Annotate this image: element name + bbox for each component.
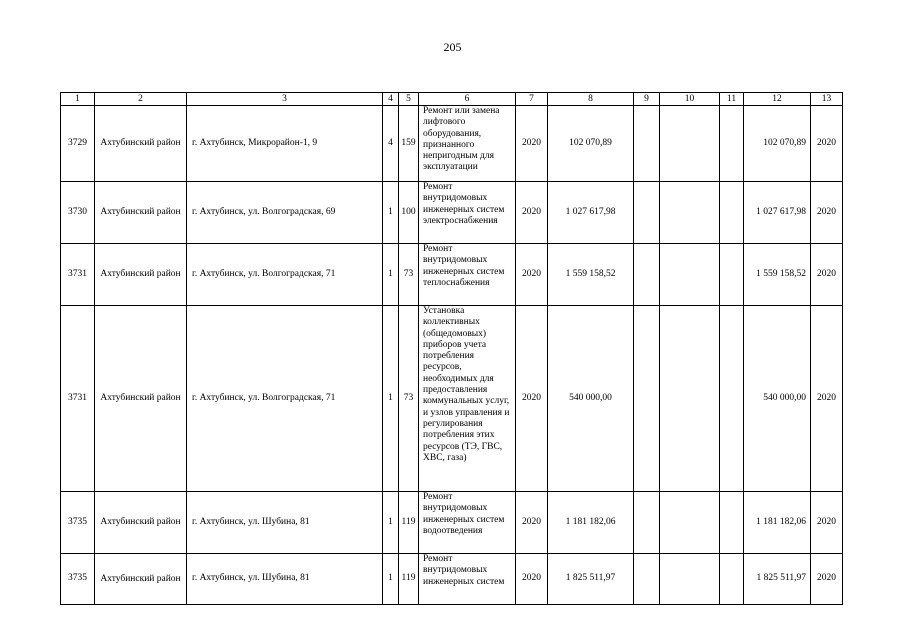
col9-cell xyxy=(634,106,660,182)
record-number: 3735 xyxy=(61,554,95,605)
column-header: 11 xyxy=(720,93,744,106)
completion-year-cell: 2020 xyxy=(811,106,843,182)
address-cell: г. Ахтубинск, ул. Шубина, 81 xyxy=(187,492,383,554)
col10-cell xyxy=(660,306,720,492)
column-header: 3 xyxy=(187,93,383,106)
record-number: 3731 xyxy=(61,306,95,492)
table-row xyxy=(61,554,843,605)
table-row xyxy=(61,244,843,306)
table-row xyxy=(61,106,843,182)
cost-cell: 540 000,00 xyxy=(548,306,634,492)
col5-cell: 119 xyxy=(399,492,419,554)
col11-cell xyxy=(720,244,744,306)
district-cell: Ахтубинский район xyxy=(95,244,187,306)
col10-cell xyxy=(660,554,720,605)
col11-cell xyxy=(720,182,744,244)
column-header: 5 xyxy=(399,93,419,106)
year-cell: 2020 xyxy=(516,492,548,554)
column-header: 9 xyxy=(634,93,660,106)
col11-cell xyxy=(720,554,744,605)
completion-year-cell: 2020 xyxy=(811,182,843,244)
column-number-row xyxy=(61,93,843,106)
total-cost-cell: 540 000,00 xyxy=(744,306,811,492)
col11-cell xyxy=(720,106,744,182)
col9-cell xyxy=(634,306,660,492)
district-cell: Ахтубинский район xyxy=(95,492,187,554)
year-cell: 2020 xyxy=(516,106,548,182)
total-cost-cell: 1 825 511,97 xyxy=(744,554,811,605)
work-type-cell: Ремонт внутридомовых инженерных систем теплоснабжения xyxy=(419,244,516,306)
work-type-cell: Ремонт внутридомовых инженерных систем xyxy=(419,554,516,605)
district-cell: Ахтубинский район xyxy=(95,554,187,605)
column-header: 8 xyxy=(548,93,634,106)
year-cell: 2020 xyxy=(516,244,548,306)
col11-cell xyxy=(720,492,744,554)
address-cell: г. Ахтубинск, ул. Волгоградская, 71 xyxy=(187,306,383,492)
district-cell: Ахтубинский район xyxy=(95,106,187,182)
page-number: 205 xyxy=(443,40,462,54)
col5-cell: 159 xyxy=(399,106,419,182)
column-header: 2 xyxy=(95,93,187,106)
address-cell: г. Ахтубинск, ул. Волгоградская, 71 xyxy=(187,244,383,306)
col5-cell: 73 xyxy=(399,306,419,492)
total-cost-cell: 1 027 617,98 xyxy=(744,182,811,244)
col4-cell: 4 xyxy=(383,106,399,182)
address-cell: г. Ахтубинск, Микрорайон-1, 9 xyxy=(187,106,383,182)
col4-cell: 1 xyxy=(383,182,399,244)
col4-cell: 1 xyxy=(383,244,399,306)
col9-cell xyxy=(634,244,660,306)
column-header: 12 xyxy=(744,93,811,106)
column-header: 13 xyxy=(811,93,843,106)
column-header: 6 xyxy=(419,93,516,106)
column-header: 10 xyxy=(660,93,720,106)
cost-cell: 1 027 617,98 xyxy=(548,182,634,244)
district-cell: Ахтубинский район xyxy=(95,306,187,492)
col4-cell: 1 xyxy=(383,306,399,492)
completion-year-cell: 2020 xyxy=(811,554,843,605)
cost-cell: 1 559 158,52 xyxy=(548,244,634,306)
table-row xyxy=(61,182,843,244)
record-number: 3731 xyxy=(61,244,95,306)
work-type-cell: Ремонт внутридомовых инженерных систем электроснабжения xyxy=(419,182,516,244)
col10-cell xyxy=(660,182,720,244)
year-cell: 2020 xyxy=(516,182,548,244)
cost-cell: 1 181 182,06 xyxy=(548,492,634,554)
address-cell: г. Ахтубинск, ул. Волгоградская, 69 xyxy=(187,182,383,244)
table-row xyxy=(61,492,843,554)
col10-cell xyxy=(660,244,720,306)
address-cell: г. Ахтубинск, ул. Шубина, 81 xyxy=(187,554,383,605)
col9-cell xyxy=(634,182,660,244)
table-row xyxy=(61,306,843,492)
district-cell: Ахтубинский район xyxy=(95,182,187,244)
col5-cell: 73 xyxy=(399,244,419,306)
col10-cell xyxy=(660,106,720,182)
col5-cell: 100 xyxy=(399,182,419,244)
record-number: 3730 xyxy=(61,182,95,244)
cost-cell: 102 070,89 xyxy=(548,106,634,182)
cost-cell: 1 825 511,97 xyxy=(548,554,634,605)
year-cell: 2020 xyxy=(516,306,548,492)
total-cost-cell: 102 070,89 xyxy=(744,106,811,182)
completion-year-cell: 2020 xyxy=(811,492,843,554)
total-cost-cell: 1 181 182,06 xyxy=(744,492,811,554)
completion-year-cell: 2020 xyxy=(811,306,843,492)
record-number: 3735 xyxy=(61,492,95,554)
col11-cell xyxy=(720,306,744,492)
completion-year-cell: 2020 xyxy=(811,244,843,306)
year-cell: 2020 xyxy=(516,554,548,605)
repair-program-table xyxy=(60,92,843,605)
col9-cell xyxy=(634,554,660,605)
col4-cell: 1 xyxy=(383,492,399,554)
col10-cell xyxy=(660,492,720,554)
total-cost-cell: 1 559 158,52 xyxy=(744,244,811,306)
work-type-cell: Ремонт или замена лифтового оборудования, признанного непригодным для эксплуатации xyxy=(419,106,516,182)
col5-cell: 119 xyxy=(399,554,419,605)
column-header: 7 xyxy=(516,93,548,106)
work-type-cell: Ремонт внутридомовых инженерных систем водоотведения xyxy=(419,492,516,554)
col4-cell: 1 xyxy=(383,554,399,605)
column-header: 1 xyxy=(61,93,95,106)
column-header: 4 xyxy=(383,93,399,106)
col9-cell xyxy=(634,492,660,554)
record-number: 3729 xyxy=(61,106,95,182)
work-type-cell: Установка коллективных (общедомовых) приборов учета потребления ресурсов, необходимых для предоставления коммунальных услуг, и узлов управления и регулирования потребления этих ресурсов (ТЭ, ГВС, ХВС, газа) xyxy=(419,306,516,492)
